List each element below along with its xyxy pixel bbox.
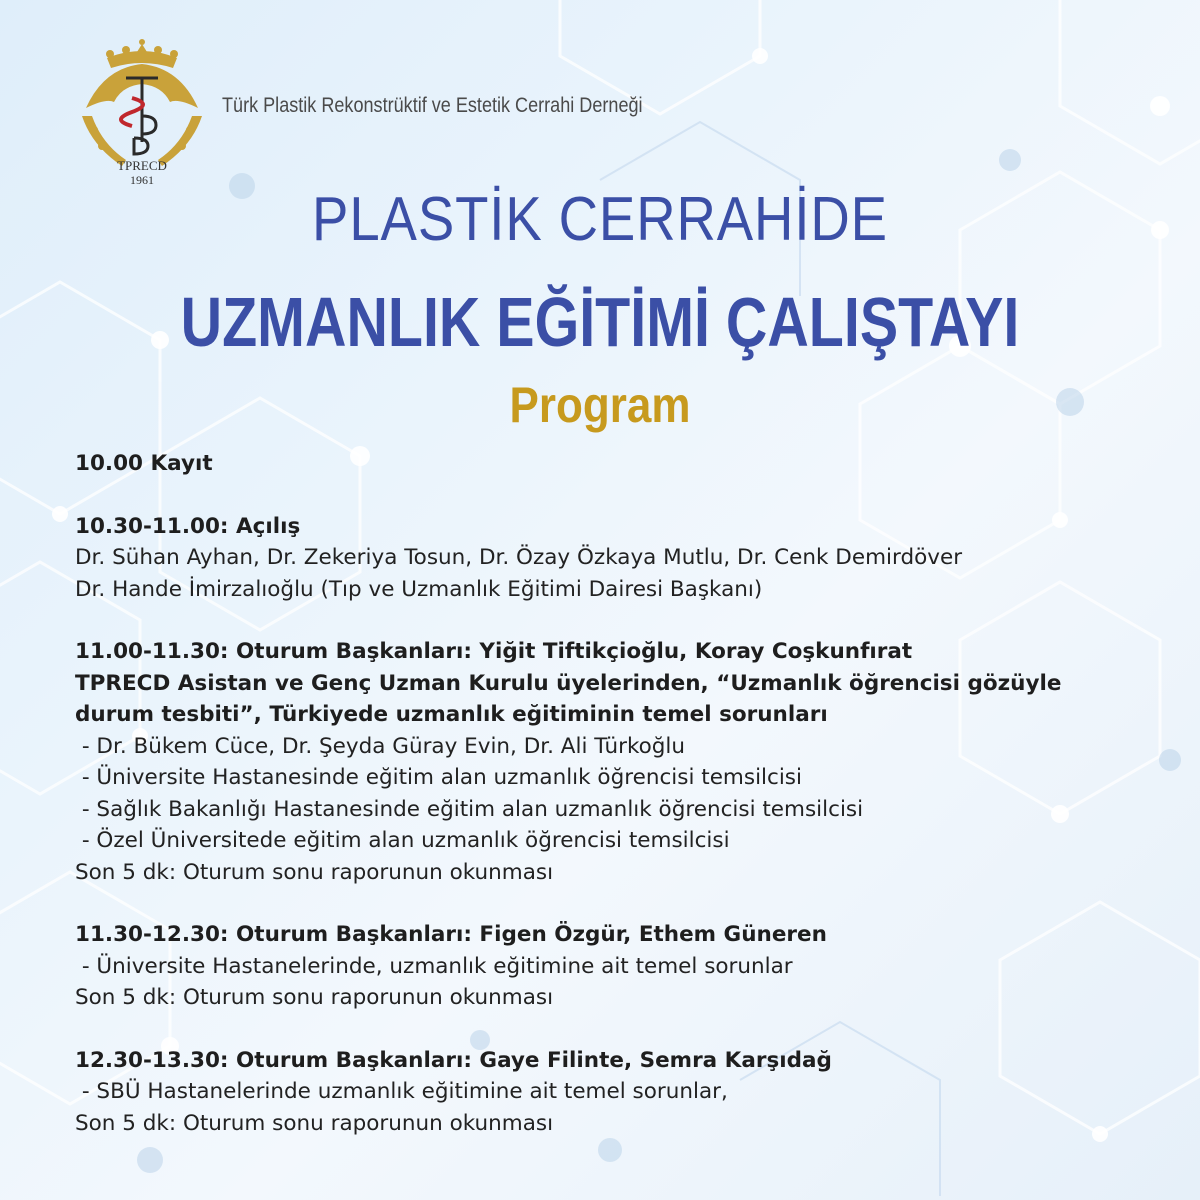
session-line: Dr. Hande İmirzalıoğlu (Tıp ve Uzmanlık Eğitimi Dairesi Başkanı) (75, 576, 763, 602)
session-line: Son 5 dk: Oturum sonu raporunun okunması (75, 859, 554, 885)
session-line: - Üniversite Hastanesinde eğitim alan uzmanlık öğrencisi temsilcisi (75, 765, 802, 790)
organization-name: Türk Plastik Rekonstrüktif ve Estetik Cerrahi Derneği (222, 94, 643, 117)
tprecd-crest-icon (72, 38, 212, 186)
session-line: - SBÜ Hastanelerinde uzmanlık eğitimine ait temel sorunlar, (75, 1079, 728, 1104)
title-line-2: UZMANLIK EĞİTİMİ ÇALIŞTAYI (180, 283, 1020, 361)
session-heading-3: 11.30-12.30: Oturum Başkanları: Figen Özgür, Ethem Güneren (75, 922, 827, 947)
session-line: - Özel Üniversitede eğitim alan uzmanlık öğrencisi temsilcisi (75, 828, 730, 853)
session-line: - Sağlık Bakanlığı Hastanesinde eğitim alan uzmanlık öğrencisi temsilcisi (75, 796, 864, 822)
session-line: Dr. Sühan Ayhan, Dr. Zekeriya Tosun, Dr. Özay Özkaya Mutlu, Dr. Cenk Demirdöver (75, 545, 963, 570)
title-program: Program (509, 377, 691, 433)
program-schedule (75, 448, 1155, 1139)
session-line: - Üniversite Hastanelerinde, uzmanlık eğitimine ait temel sorunlar (75, 953, 793, 979)
session-heading-opening: 10.30-11.00: Açılış (75, 513, 301, 539)
session-heading-2: 11.00-11.30: Oturum Başkanları: Yiğit Tiftikçioğlu, Koray Coşkunfırat (75, 639, 913, 664)
title-line-1: PLASTİK CERRAHİDE (312, 185, 888, 254)
session-heading-registration: 10.00 Kayıt (75, 451, 213, 476)
session-topic-line: TPRECD Asistan ve Genç Uzman Kurulu üyelerinden, “Uzmanlık öğrencisi gözüyle (75, 670, 1062, 696)
session-heading-4: 12.30-13.30: Oturum Başkanları: Gaye Filinte, Semra Karşıdağ (75, 1047, 832, 1073)
session-line: Son 5 dk: Oturum sonu raporunun okunması (75, 1110, 554, 1136)
session-line: - Dr. Bükem Cüce, Dr. Şeyda Güray Evin, Dr. Ali Türkoğlu (75, 733, 686, 759)
session-topic-line: durum tesbiti”, Türkiyede uzmanlık eğitiminin temel sorunları (75, 702, 828, 727)
session-line: Son 5 dk: Oturum sonu raporunun okunması (75, 985, 554, 1010)
logo-abbr: TPRECD (117, 158, 167, 173)
logo-year: 1961 (130, 173, 154, 186)
